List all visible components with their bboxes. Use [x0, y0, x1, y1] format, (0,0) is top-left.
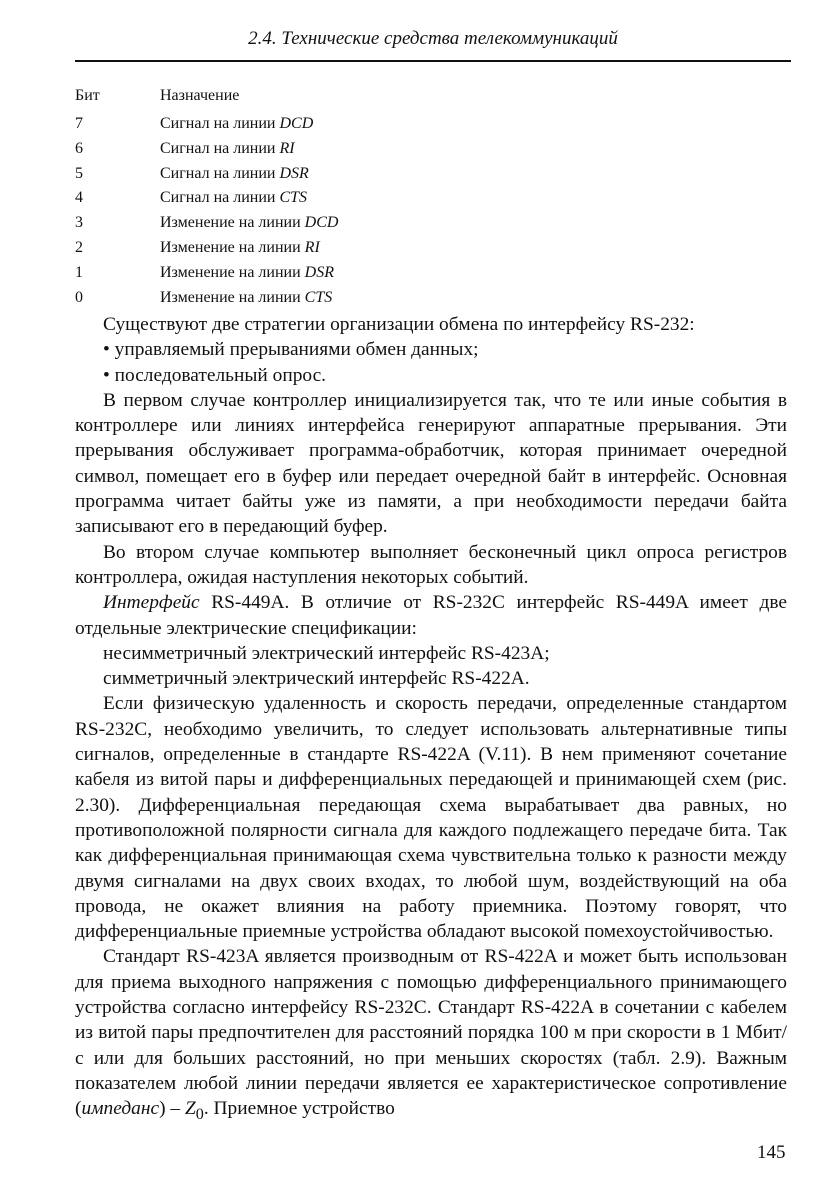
table-row [75, 112, 560, 137]
bit-cell: 7 [75, 115, 83, 132]
paragraph: Во втором случае компьютер выполняет бесконечный цикл опроса регистров контроллера, ожидая наступления некоторых событий. [75, 541, 787, 588]
signal-name: RI [304, 238, 320, 256]
impedance-symbol: Z [184, 1098, 196, 1120]
signal-name: DCD [279, 115, 314, 132]
table-row [75, 186, 560, 211]
purpose-cell: Сигнал на линии RI [160, 139, 295, 157]
purpose-cell: Сигнал на линии CTS [160, 189, 308, 207]
table-row [75, 162, 560, 187]
purpose-cell: Сигнал на линии DSR [160, 164, 309, 182]
signal-name: DSR [304, 263, 334, 281]
bit-cell: 0 [75, 288, 83, 306]
bullet-item: • управляемый прерываниями обмен данных; [103, 339, 479, 361]
signal-name: CTS [304, 288, 333, 306]
signal-name: RI [279, 139, 295, 157]
bit-cell: 3 [75, 214, 83, 232]
table-row [75, 286, 560, 311]
col-bit-header: Бит [75, 87, 100, 104]
paragraph: Стандарт RS-423A является производным от RS-422A и может быть использован для приема выходного напряжения с помощью дифференциального принимающего устройства согласно интерфейсу RS-232C. Стандарт RS-422A в сочетании с кабелем из витой пары предпочтителен для расстояний порядка 100 м при скорости в 1 Мбит/с или для больших расстояний, но при меньших скоростях (табл. 2.9). Важным показателем любой линии передачи является ее характеристическое сопротивление (импеданс) – $Z_0$. Приемное устройство [75, 946, 787, 1124]
table-row [75, 211, 560, 236]
table-row [75, 261, 560, 286]
running-header: 2.4. Технические средства телекоммуникаций [248, 28, 618, 49]
list-item: симметричный электрический интерфейс RS-422A. [103, 668, 530, 690]
list-item: несимметричный электрический интерфейс RS-423A; [103, 642, 550, 664]
header-rule [75, 60, 791, 62]
paragraph: Если физическую удаленность и скорость передачи, определенные стандартом RS-232C, необходимо увеличить, то следует использовать альтернативные типы сигналов, определенные в стандарте RS-422A (V.11). В нем применяют сочетание кабеля из витой пары и дифференциальных передающей и принимающей схем (рис. 2.30). Дифференциальная передающая схема вырабатывает два равных, но противоположной полярности сигнала для каждого подлежащего передаче бита. Так как дифференциальная принимающая схема чувствительна только к разности между двумя сигналами на двух своих входах, то любой шум, воздействующий на оба провода, не окажет влияния на работу приемника. Поэтому говорят, что дифференциальные приемные устройства обладают высокой помехоустойчивостью. [75, 693, 787, 943]
purpose-cell: Изменение на линии RI [160, 238, 320, 256]
table-row [75, 236, 560, 261]
bit-cell: 4 [75, 189, 83, 207]
bit-table [75, 84, 560, 310]
italic-term: Интерфейс [103, 592, 200, 614]
bit-cell: 2 [75, 238, 83, 256]
table-row [75, 137, 560, 162]
purpose-cell: Изменение на линии DSR [160, 263, 334, 281]
bit-cell: 6 [75, 139, 83, 157]
signal-name: CTS [279, 189, 308, 207]
signal-name: DCD [304, 214, 339, 232]
purpose-cell: Изменение на линии CTS [160, 288, 333, 306]
paragraph: Существуют две стратегии организации обмена по интерфейсу RS-232: [103, 314, 695, 335]
table-header-row [75, 84, 560, 112]
purpose-cell: Изменение на линии DCD [160, 214, 339, 232]
purpose-cell: Сигнал на линии DCD [160, 115, 314, 132]
body-text [75, 312, 787, 1127]
paragraph: Интерфейс RS-449A. В отличие от RS-232C интерфейс RS-449A имеет две отдельные электрические спецификации: [75, 592, 787, 639]
paragraph: В первом случае контроллер инициализируется так, что те или иные события в контроллере или линиях интерфейса генерируют аппаратные прерывания. Эти прерывания обслуживает программа-обработчик, которая принимает очередной символ, помещает его в буфер или передает очередной байт в интерфейс. Основная программа читает байты уже из памяти, а при необходимости передачи байта записывают его в передающий буфер. [75, 389, 787, 538]
bullet-item: • последовательный опрос. [103, 364, 327, 386]
signal-name: DSR [279, 164, 309, 182]
bit-cell: 1 [75, 263, 83, 281]
bit-cell: 5 [75, 164, 83, 182]
italic-term: импеданс [81, 1098, 160, 1120]
col-purpose-header: Назначение [160, 87, 240, 104]
page-number: 145 [757, 1142, 786, 1163]
table-rows [75, 112, 560, 310]
